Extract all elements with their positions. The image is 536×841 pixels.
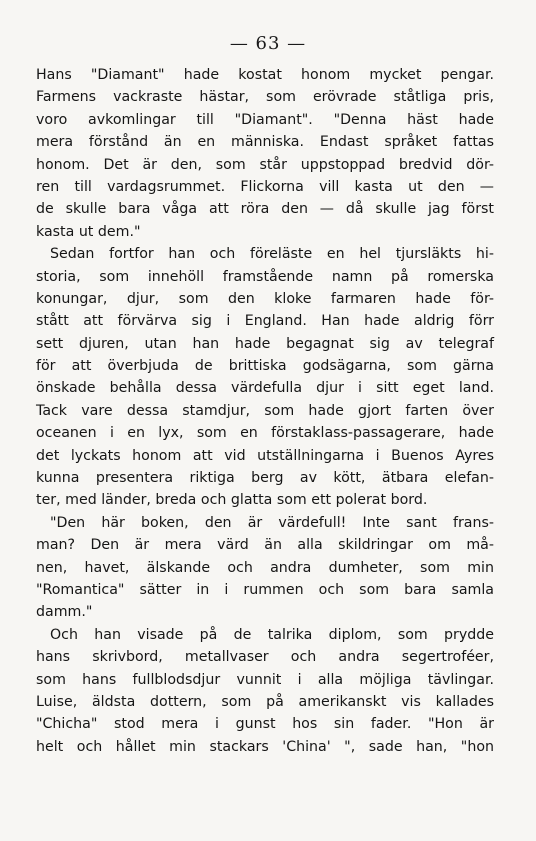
text-line: Tack vare dessa stamdjur, som hade gjort farten över	[36, 402, 494, 419]
text-line: Farmens vackraste hästar, som erövrade ståtliga pris,	[36, 89, 494, 106]
text-line: storia, som innehöll framstående namn på romerska	[36, 268, 494, 285]
text-line: helt och hållet min stackars 'China' ", sade han, "hon	[36, 738, 494, 755]
text-line: ter, med länder, breda och glatta som ett polerat bord.	[36, 492, 428, 509]
body-text	[36, 64, 494, 758]
text-line: som hans fullblodsdjur vunnit i alla möjliga tävlingar.	[36, 671, 494, 688]
text-line: oceanen i en lyx, som en förstaklass-passagerare, hade	[36, 425, 494, 442]
text-line: man? Den är mera värd än alla skildringar om må-	[36, 537, 494, 554]
text-line: Hans "Diamant" hade kostat honom mycket pengar.	[36, 67, 494, 83]
text-line: honom. Det är den, som står uppstoppad bredvid dör-	[36, 156, 494, 173]
text-line: hans skrivbord, metallvaser och andra segertroféer,	[36, 649, 494, 666]
text-line: sett djuren, utan han hade begagnat sig av telegraf	[36, 335, 494, 352]
text-line: de skulle bara våga att röra den — då skulle jag först	[36, 201, 494, 218]
text-line: kasta ut dem."	[36, 223, 141, 240]
text-line: "Chicha" stod mera i gunst hos sin fader. "Hon är	[36, 716, 494, 733]
text-line: ren till vardagsrummet. Flickorna vill kasta ut den —	[36, 178, 494, 195]
text-line: damm."	[36, 604, 93, 621]
text-line: stått att förvärva sig i England. Han hade aldrig förr	[36, 313, 494, 330]
text-line: nen, havet, älskande och andra dumheter, som min	[36, 559, 494, 576]
text-line: mera förstånd än en människa. Endast språket fattas	[36, 134, 494, 151]
text-line: Luise, äldsta dottern, som på amerikanskt vis kallades	[36, 693, 494, 710]
text-line: konungar, djur, som den kloke farmaren hade för-	[36, 290, 494, 307]
text-line: "Romantica" sätter in i rummen och som bara samla	[36, 581, 494, 598]
text-line: för att överbjuda de brittiska godsägarna, som gärna	[36, 358, 494, 375]
text-line: Sedan fortfor han och föreläste en hel tjursläkts hi-	[50, 246, 494, 263]
text-line: önskade behålla dessa värdefulla djur i sitt eget land.	[36, 380, 494, 397]
text-line: kunna presentera riktiga berg av kött, ätbara elefan-	[36, 470, 494, 487]
text-line: Och han visade på de talrika diplom, som prydde	[50, 626, 494, 643]
text-line: "Den här boken, den är värdefull! Inte sant frans-	[50, 514, 494, 531]
text-line: det lyckats honom att vid utställningarna i Buenos Ayres	[36, 447, 494, 464]
page-number: — 63 —	[229, 33, 307, 54]
text-line: voro avkomlingar till "Diamant". "Denna häst hade	[36, 111, 494, 128]
